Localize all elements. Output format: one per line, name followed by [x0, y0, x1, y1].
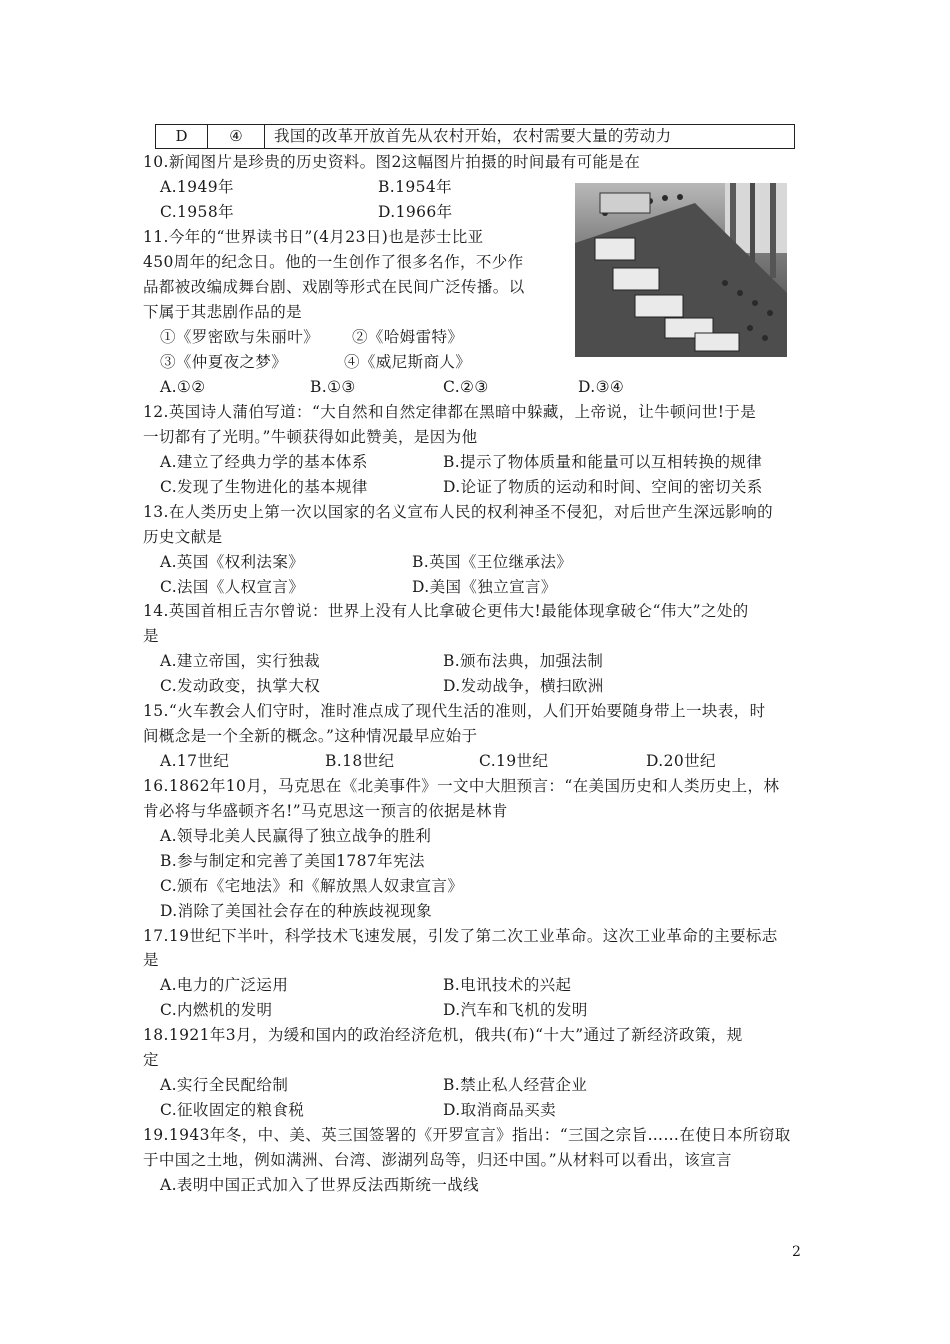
q11-item-3: ③《仲夏夜之梦》 [160, 353, 288, 371]
q18-option-b: B.禁止私人经营企业 [443, 1076, 588, 1094]
q13-option-c: C.法国《人权宣言》 [160, 578, 305, 596]
q17-option-d: D.汽车和飞机的发明 [443, 1001, 588, 1019]
q10-option-d: D.1966年 [378, 203, 453, 221]
q11-stem-line1: 11.今年的“世界读书日”(4月23日)也是莎士比亚 [143, 228, 484, 246]
q18-option-c: C.征收固定的粮食税 [160, 1101, 305, 1119]
q16-stem-line2: 肯必将与华盛顿齐名!”马克思这一预言的依据是林肯 [143, 802, 508, 820]
q10-option-b: B.1954年 [378, 178, 453, 196]
q13-option-d: D.美国《独立宣言》 [412, 578, 557, 596]
q15-option-c: C.19世纪 [479, 752, 549, 770]
q17-option-b: B.电讯技术的兴起 [443, 976, 572, 994]
reason-cell: 我国的改革开放首先从农村开始，农村需要大量的劳动力 [274, 127, 672, 145]
q18-stem-line2: 定 [143, 1051, 159, 1069]
q17-stem-line2: 是 [143, 951, 159, 969]
q11-item-1: ①《罗密欧与朱丽叶》 [160, 328, 320, 346]
q14-option-b: B.颁布法典，加强法制 [443, 652, 604, 670]
q18-option-d: D.取消商品买卖 [443, 1101, 557, 1119]
q18-option-a: A.实行全民配给制 [160, 1076, 289, 1094]
q15-option-d: D.20世纪 [646, 752, 716, 770]
q11-option-a: A.①② [160, 378, 206, 396]
q11-item-2: ②《哈姆雷特》 [352, 328, 464, 346]
q10-option-c: C.1958年 [160, 203, 234, 221]
q17-option-c: C.内燃机的发明 [160, 1001, 273, 1019]
q12-option-b: B.提示了物体质量和能量可以互相转换的规律 [443, 453, 763, 471]
q19-stem-line1: 19.1943年冬，中、美、英三国签署的《开罗宣言》指出：“三国之宗旨……在使日本所窃取 [143, 1126, 791, 1144]
q11-item-4: ④《威尼斯商人》 [344, 353, 472, 371]
q13-option-b: B.英国《王位继承法》 [412, 553, 573, 571]
number-cell: ④ [208, 125, 265, 148]
q16-stem-line1: 16.1862年10月，马克思在《北美事件》一文中大胆预言：“在美国历史和人类历史上，林 [143, 777, 780, 795]
q17-stem-line1: 17.19世纪下半叶，科学技术飞速发展，引发了第二次工业革命。这次工业革命的主要标志 [143, 927, 778, 945]
q12-option-a: A.建立了经典力学的基本体系 [160, 453, 368, 471]
q16-option-c: C.颁布《宅地法》和《解放黑人奴隶宣言》 [160, 877, 464, 895]
q14-stem-line1: 14.英国首相丘吉尔曾说：世界上没有人比拿破仑更伟大!最能体现拿破仑“伟大”之处的 [143, 602, 749, 620]
q14-option-c: C.发动政变，执掌大权 [160, 677, 321, 695]
q15-stem-line2: 间概念是一个全新的概念。”这种情况最早应始于 [143, 727, 478, 745]
q12-stem-line2: 一切都有了光明。”牛顿获得如此赞美，是因为他 [143, 428, 478, 446]
page-number: 2 [792, 1244, 801, 1260]
answer-table-row [155, 124, 795, 149]
q11-stem-line2: 450周年的纪念日。他的一生创作了很多名作，不少作 [143, 253, 524, 271]
q11-stem-line4: 下属于其悲剧作品的是 [143, 303, 303, 321]
q14-option-a: A.建立帝国，实行独裁 [160, 652, 321, 670]
q19-option-a: A.表明中国正式加入了世界反法西斯统一战线 [160, 1176, 480, 1194]
q11-option-b: B.①③ [310, 378, 356, 396]
q13-stem-line2: 历史文献是 [143, 528, 223, 546]
q10-option-a: A.1949年 [160, 178, 234, 196]
q13-stem-line1: 13.在人类历史上第一次以国家的名义宣布人民的权利神圣不侵犯，对后世产生深远影响的 [143, 503, 774, 521]
q12-stem-line1: 12.英国诗人蒲伯写道：“大自然和自然定律都在黑暗中躲藏，上帝说，让牛顿问世!于是 [143, 403, 757, 421]
q11-option-c: C.②③ [443, 378, 489, 396]
parade-photo-image [575, 183, 787, 357]
option-cell: D [156, 125, 208, 148]
q11-stem-line3: 品都被改编成舞台剧、戏剧等形式在民间广泛传播。以 [143, 278, 525, 296]
q16-option-d: D.消除了美国社会存在的种族歧视现象 [160, 902, 433, 920]
q19-stem-line2: 于中国之土地，例如满洲、台湾、澎湖列岛等，归还中国。”从材料可以看出，该宣言 [143, 1151, 732, 1169]
q15-option-b: B.18世纪 [325, 752, 395, 770]
q18-stem-line1: 18.1921年3月，为缓和国内的政治经济危机，俄共(布)“十大”通过了新经济政策，规 [143, 1026, 743, 1044]
q10-stem: 10.新闻图片是珍贵的历史资料。图2这幅图片拍摄的时间最有可能是在 [143, 153, 641, 171]
q14-stem-line2: 是 [143, 627, 159, 645]
q14-option-d: D.发动战争，横扫欧洲 [443, 677, 604, 695]
q12-option-c: C.发现了生物进化的基本规律 [160, 478, 368, 496]
q12-option-d: D.论证了物质的运动和时间、空间的密切关系 [443, 478, 763, 496]
figure-2-parade-photo [575, 183, 787, 357]
q15-option-a: A.17世纪 [160, 752, 230, 770]
q16-option-a: A.领导北美人民赢得了独立战争的胜利 [160, 827, 432, 845]
q15-stem-line1: 15.“火车教会人们守时，准时准点成了现代生活的准则，人们开始要随身带上一块表，时 [143, 702, 766, 720]
q16-option-b: B.参与制定和完善了美国1787年宪法 [160, 852, 425, 870]
q13-option-a: A.英国《权利法案》 [160, 553, 305, 571]
q11-option-d: D.③④ [578, 378, 625, 396]
q17-option-a: A.电力的广泛运用 [160, 976, 289, 994]
